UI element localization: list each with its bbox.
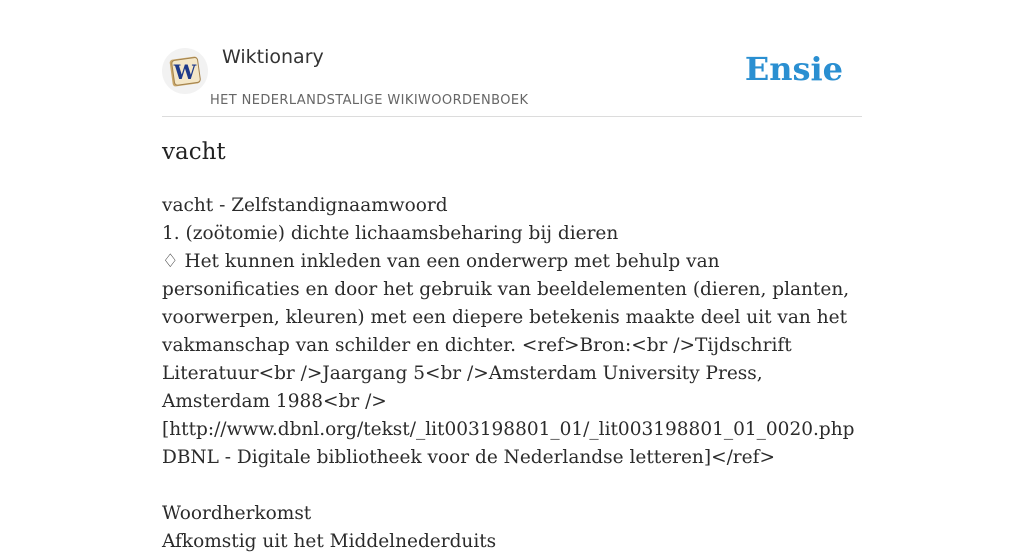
site-name[interactable]: Wiktionary: [222, 46, 324, 68]
entry-content: [162, 192, 862, 556]
wiktionary-tile-icon: [168, 54, 202, 88]
page-title: vacht: [162, 139, 226, 165]
entry-heading-line: vacht - Zelfstandignaamwoord: [162, 195, 448, 216]
wiktionary-logo[interactable]: [162, 48, 208, 94]
spacer: [162, 472, 862, 500]
entry-definition: 1. (zoötomie) dichte lichaamsbeharing bij dieren: [162, 223, 619, 244]
etymology-text: Afkomstig uit het Middelnederduits: [162, 531, 497, 552]
etymology-heading: Woordherkomst: [162, 503, 312, 524]
page-container: [162, 0, 862, 552]
entry-example: ♢ Het kunnen inkleden van een onderwerp met behulp van personificaties en door het gebruik van beeldelementen (dieren, planten, voorwerpen, kleuren) met een diepere betekenis maakte deel uit van het vakmanschap van schilder en dichter. <ref>Bron:<br />Tijdschrift Literatuur<br />Jaargang 5<br />Amsterdam University Press, Amsterdam 1988<br />[http://www.dbnl.org/tekst/_lit003198801_01/_lit003198801_01_0020.php DBNL - Digitale bibliotheek voor de Nederlandse letteren]</ref>: [162, 251, 855, 468]
site-header: [162, 0, 862, 117]
svg-text:W: W: [173, 60, 197, 84]
ensie-brand-logo[interactable]: Ensie: [744, 50, 843, 88]
site-tagline: HET NEDERLANDSTALIGE WIKIWOORDENBOEK: [210, 93, 529, 108]
